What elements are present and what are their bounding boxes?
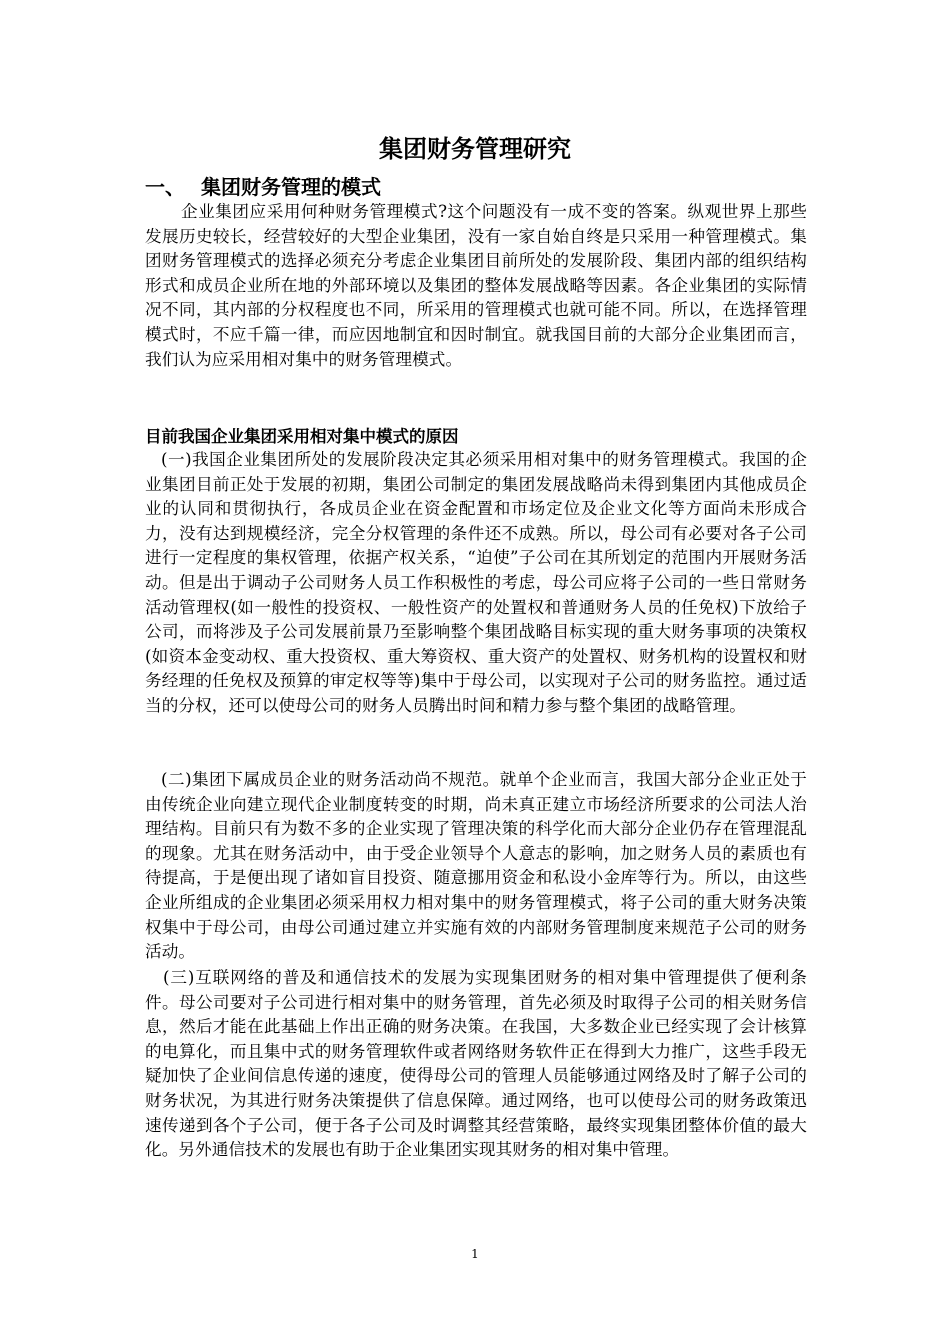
document-title: 集团财务管理研究 — [379, 135, 571, 163]
reason-paragraph-1: (一)我国企业集团所处的发展阶段决定其必须采用相对集中的财务管理模式。我国的企业集团目前正处于发展的初期，集团公司制定的集团发展战略尚未得到集团内其他成员企业的认同和贯彻执行，各成员企业在资金配置和市场定位及企业文化等方面尚未形成合力，没有达到规模经济，完全分权管理的条件还不成熟。所以，母公司有必要对各子公司进行一定程度的集权管理，依据产权关系，“迫使”子公司在其所划定的范围内开展财务活动。但是出于调动子公司财务人员工作积极性的考虑，母公司应将子公司的一些日常财务活动管理权(如一般性的投资权、一般性资产的处置权和普通财务人员的任免权)下放给子公司，而将涉及子公司发展前景乃至影响整个集团战略目标实现的重大财务事项的决策权 (如资本金变动权、重大投资权、重大筹资权、重大资产的处置权、财务机构的设置权和财务经理的任免权及预算的审定权等等)集中于母公司，以实现对子公司的财务监控。通过适当的分权，还可以使母公司的财务人员腾出时间和精力参与整个集团的战略管理。 — [145, 450, 807, 715]
section-heading-text: 集团财务管理的模式 — [201, 175, 381, 199]
reason-paragraph-2: (二)集团下属成员企业的财务活动尚不规范。就单个企业而言，我国大部分企业正处于由传统企业向建立现代企业制度转变的时期，尚未真正建立市场经济所要求的公司法人治理结构。目前只有为数不多的企业实现了管理决策的科学化而大部分企业仍存在管理混乱的现象。尤其在财务活动中，由于受企业领导个人意志的影响，加之财务人员的素质也有待提高，于是便出现了诸如盲目投资、随意挪用资金和私设小金库等行为。所以，由这些企业所组成的企业集团必须采用权力相对集中的财务管理模式，将子公司的重大财务决策权集中于母公司，由母公司通过建立并实施有效的内部财务管理制度来规范子公司的财务活动。 — [145, 770, 807, 962]
intro-paragraph: 企业集团应采用何种财务管理模式?这个问题没有一成不变的答案。纵观世界上那些发展历史较长，经营较好的大型企业集团，没有一家自始自终是只采用一种管理模式。集团财务管理模式的选择必须充分考虑企业集团目前所处的发展阶段、集团内部的组织结构形式和成员企业所在地的外部环境以及集团的整体发展战略等因素。各企业集团的实际情况不同，其内部的分权程度也不同，所采用的管理模式也就可能不同。所以，在选择管理模式时，不应千篇一律，而应因地制宜和因时制宜。就我国目前的大部分企业集团而言，我们认为应采用相对集中的财务管理模式。 — [145, 202, 807, 369]
reason-paragraph-3: (三)互联网络的普及和通信技术的发展为实现集团财务的相对集中管理提供了便利条件。母公司要对子公司进行相对集中的财务管理，首先必须及时取得子公司的相关财务信息，然后才能在此基础上作出正确的财务决策。在我国，大多数企业已经实现了会计核算的电算化，而且集中式的财务管理软件或者网络财务软件正在得到大力推广，这些手段无疑加快了企业间信息传递的速度，使得母公司的管理人员能够通过网络及时了解子公司的财务状况，为其进行财务决策提供了信息保障。通过网络，也可以使母公司的财务政策迅速传递到各个子公司，便于各子公司及时调整其经营策略，最终实现集团整体价值的最大化。另外通信技术的发展也有助于企业集团实现其财务的相对集中管理。 — [145, 968, 807, 1160]
section-number: 一、 — [145, 175, 185, 199]
page-number: 1 — [471, 1247, 479, 1261]
section-heading — [145, 173, 381, 201]
subsection-heading: 目前我国企业集团采用相对集中模式的原因 — [145, 427, 459, 446]
